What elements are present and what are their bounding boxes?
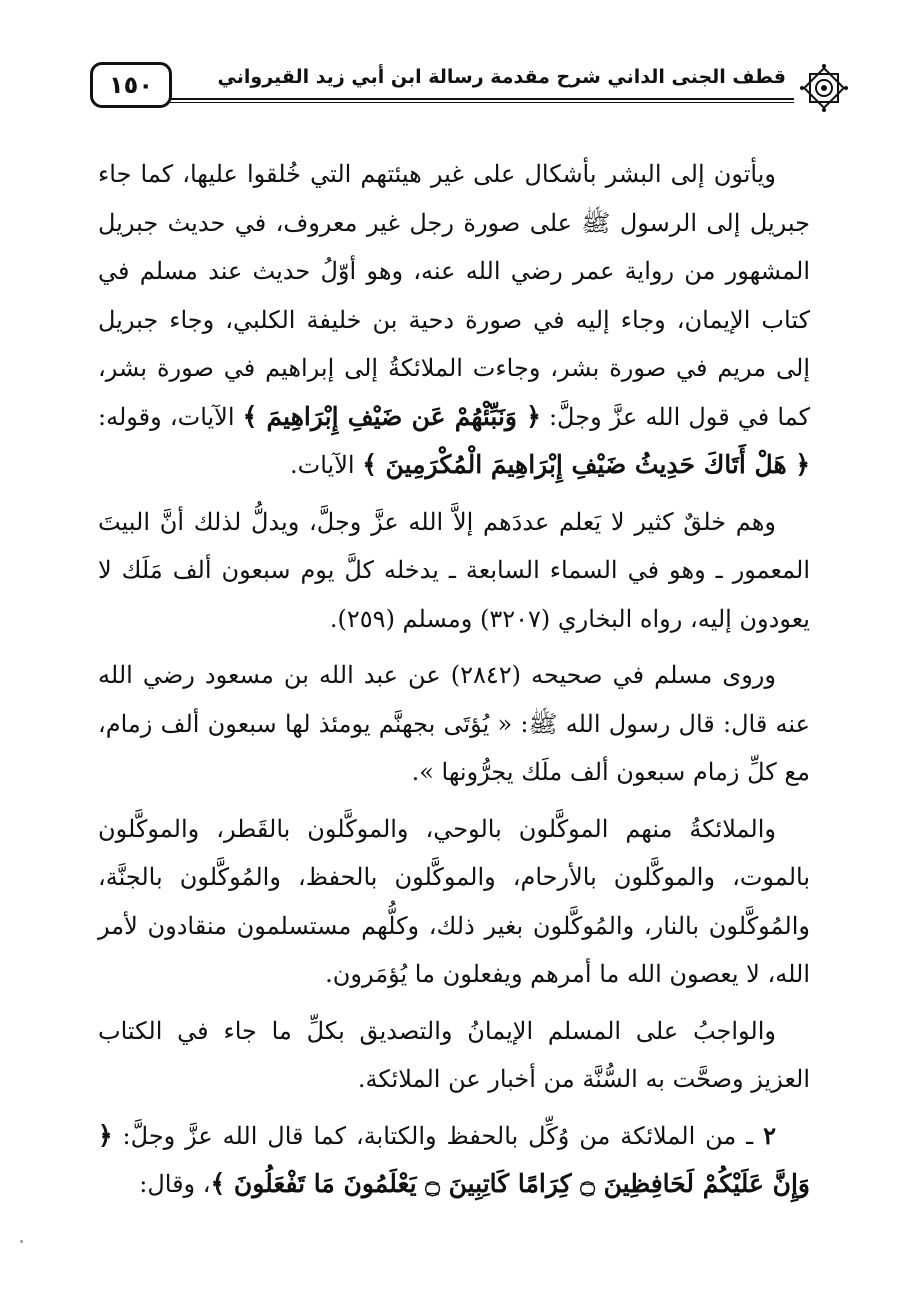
item-number: ٢ — [763, 1120, 776, 1150]
paragraph — [98, 1007, 810, 1104]
text-segment: ، وقال: — [139, 1170, 211, 1198]
paragraph — [98, 651, 810, 797]
eight-point-star-ornament-icon — [798, 62, 850, 114]
quran-verse: ﴿ وَنَبِّئْهُمْ عَن ضَيْفِ إِبْرَاهِيمَ ﴾ — [242, 401, 541, 431]
header-rule-thin — [130, 102, 794, 103]
running-title: قطف الجنى الداني شرح مقدمة رسالة ابن أبي زيد القيرواني — [217, 66, 786, 88]
text-segment: والملائكةُ منهم الموكَّلون بالوحي، والموكَّلون بالقَطر، والموكَّلون بالموت، والموكَّلون بالأرحام، والموكَّلون بالحفظ، والمُوكَّلون بالجنَّة، والمُوكَّلون بالنار، والمُوكَّلون بغير ذلك، وكلُّهم مستسلمون منقادون لأمر الله، لا يعصون الله ما أمرهم ويفعلون ما يُؤمَرون. — [98, 814, 810, 988]
quran-verse: ﴿ هَلْ أَتَاكَ حَدِيثُ ضَيْفِ إِبْرَاهِيمَ الْمُكْرَمِينَ ﴾ — [362, 450, 810, 479]
header-rule — [130, 98, 794, 100]
quran-verse: ﴿ وَإِنَّ عَلَيْكُمْ لَحَافِظِينَ ۝ كِرَامًا كَاتِبِينَ ۝ يَعْلَمُونَ مَا تَفْعَلُونَ ﴾ — [98, 1120, 810, 1198]
text-segment: الآيات، وقوله: — [98, 402, 243, 431]
page-header — [80, 58, 846, 114]
text-segment: ويأتون إلى البشر بأشكال على غير هيئتهم التي خُلقوا عليها، كما جاء جبريل إلى الرسول ﷺ على صورة رجل غير معروف، في حديث جبريل المشهور من رواية عمر رضي الله عنه، وهو أوّلُ حديث عند مسلم في كتاب الإيمان، وجاء إليه في صورة دحية بن خليفة الكلبي، وجاء جبريل إلى مريم في صورة بشر، وجاءت الملائكةُ إلى إبراهيم في صورة بشر، كما في قول الله عزَّ وجلَّ: — [98, 160, 811, 431]
paragraph — [98, 498, 810, 644]
body-text — [98, 150, 810, 1217]
text-segment: وروى مسلم في صحيحه (٢٨٤٢) عن عبد الله بن مسعود رضي الله عنه قال: قال رسول الله ﷺ: « يُؤتَى بجهنَّم يومئذ لها سبعون ألف زمام، مع كلِّ زمام سبعون ألف ملَك يجرُّونها ». — [98, 661, 810, 786]
page-number — [90, 62, 172, 108]
text-segment: الآيات. — [290, 451, 363, 479]
paragraph — [98, 150, 810, 490]
margin-mark — [20, 1240, 23, 1243]
text-segment: ـ من الملائكة من وُكِّل بالحفظ والكتابة، كما قال الله عزَّ وجلَّ: — [112, 1121, 764, 1150]
text-segment: وهم خلقٌ كثير لا يَعلم عددَهم إلاَّ الله عزَّ وجلَّ، ويدلُّ لذلك أنَّ البيتَ المعمور ـ وهو في السماء السابعة ـ يدخله كلَّ يوم سبعون ألف مَلَك لا يعودون إليه، رواه البخاري (٣٢٠٧) ومسلم (٢٥٩). — [98, 507, 810, 633]
page-number-text: ١٥٠ — [109, 71, 153, 99]
paragraph — [98, 805, 810, 999]
text-segment: والواجبُ على المسلم الإيمانُ والتصديق بكلِّ ما جاء في الكتاب العزيز وصحَّت به السُّنَّة من أخبار عن الملائكة. — [98, 1016, 810, 1093]
paragraph — [98, 1112, 810, 1209]
